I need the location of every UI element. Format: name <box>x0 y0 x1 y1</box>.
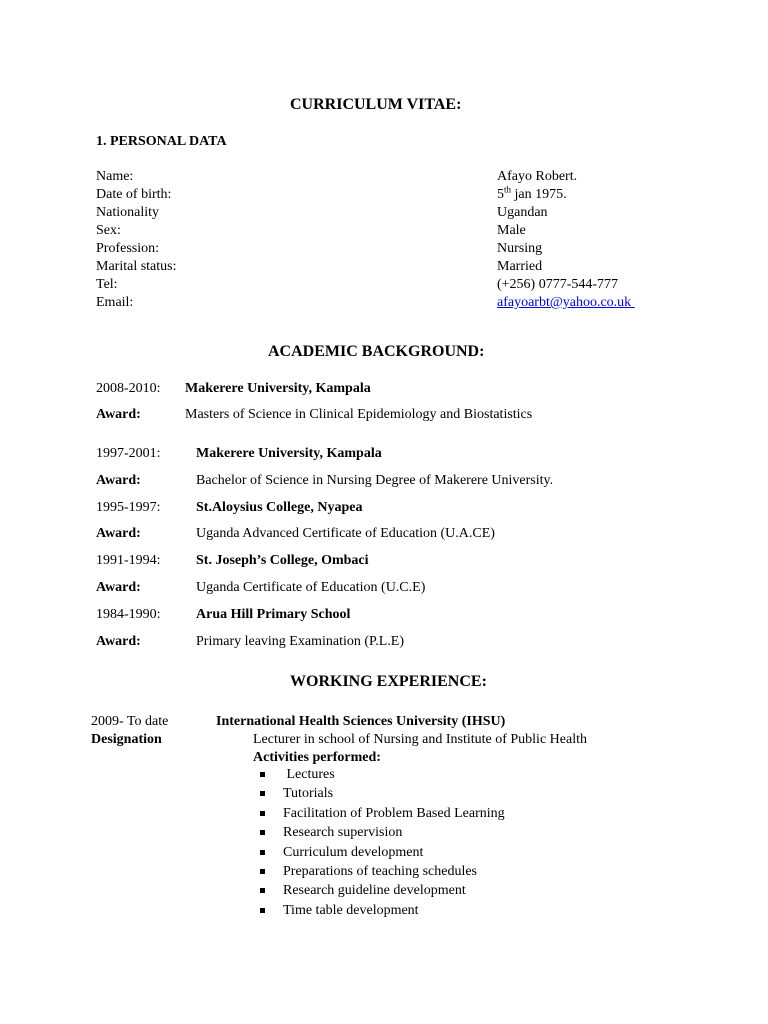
dob-rest: jan 1975. <box>511 187 567 202</box>
bullet-icon <box>260 830 265 835</box>
designation-label: Designation <box>91 732 162 747</box>
label-tel: Tel: <box>96 277 118 292</box>
list-item: Curriculum development <box>283 845 424 860</box>
academic-period: 1991-1994: <box>96 553 161 568</box>
bullet-icon <box>260 888 265 893</box>
value-date-of-birth <box>497 186 567 204</box>
academic-period: 2008-2010: <box>96 381 161 396</box>
label-name: Name: <box>96 169 134 184</box>
academic-period: 1997-2001: <box>96 446 161 461</box>
dob-suffix: th <box>504 184 512 195</box>
value-profession: Nursing <box>497 241 543 256</box>
bullet-icon <box>260 908 265 913</box>
award-value: Masters of Science in Clinical Epidemiology and Biostatistics <box>185 407 533 422</box>
bullet-icon <box>260 811 265 816</box>
bullet-icon <box>260 772 265 777</box>
academic-institution: Makerere University, Kampala <box>196 446 382 461</box>
label-sex: Sex: <box>96 223 121 238</box>
award-label: Award: <box>96 526 141 541</box>
value-tel: (+256) 0777-544-777 <box>497 277 619 292</box>
dob-day: 5 <box>497 187 504 202</box>
work-employer: International Health Sciences University (IHSU) <box>216 714 506 729</box>
list-item: Lectures <box>283 767 335 782</box>
academic-institution: Makerere University, Kampala <box>185 381 371 396</box>
value-sex: Male <box>497 223 526 238</box>
work-heading: WORKING EXPERIENCE: <box>290 673 487 690</box>
award-value: Uganda Advanced Certificate of Education (U.A.CE) <box>196 526 495 541</box>
academic-institution: Arua Hill Primary School <box>196 607 351 622</box>
award-label: Award: <box>96 473 141 488</box>
label-profession: Profession: <box>96 241 159 256</box>
award-value: Uganda Certificate of Education (U.C.E) <box>196 580 426 595</box>
award-label: Award: <box>96 580 141 595</box>
list-item: Tutorials <box>283 786 334 801</box>
list-item: Research guideline development <box>283 883 466 898</box>
list-item: Preparations of teaching schedules <box>283 864 477 879</box>
label-email: Email: <box>96 295 134 310</box>
activities-label: Activities performed: <box>253 750 381 765</box>
document-title: CURRICULUM VITAE: <box>290 96 462 113</box>
list-item: Time table development <box>283 903 419 918</box>
academic-period: 1984-1990: <box>96 607 161 622</box>
value-name: Afayo Robert. <box>497 169 578 184</box>
award-value: Bachelor of Science in Nursing Degree of Makerere University. <box>196 473 554 488</box>
academic-institution: St.Aloysius College, Nyapea <box>196 500 363 515</box>
personal-data-heading: 1. PERSONAL DATA <box>96 134 227 149</box>
bullet-icon <box>260 850 265 855</box>
award-value: Primary leaving Examination (P.L.E) <box>196 634 405 649</box>
list-item: Facilitation of Problem Based Learning <box>283 806 505 821</box>
academic-institution: St. Joseph’s College, Ombaci <box>196 553 369 568</box>
label-marital-status: Marital status: <box>96 259 177 274</box>
bullet-icon <box>260 869 265 874</box>
value-marital-status: Married <box>497 259 543 274</box>
email-link[interactable]: afayoarbt@yahoo.co.uk <box>497 295 635 310</box>
bullet-icon <box>260 791 265 796</box>
list-item: Research supervision <box>283 825 403 840</box>
academic-heading: ACADEMIC BACKGROUND: <box>268 343 485 360</box>
value-nationality: Ugandan <box>497 205 548 220</box>
work-period: 2009- To date <box>91 714 169 729</box>
designation-value: Lecturer in school of Nursing and Institute of Public Health <box>253 732 587 747</box>
label-nationality: Nationality <box>96 205 159 220</box>
award-label: Award: <box>96 407 141 422</box>
label-date-of-birth: Date of birth: <box>96 187 172 202</box>
award-label: Award: <box>96 634 141 649</box>
academic-period: 1995-1997: <box>96 500 161 515</box>
